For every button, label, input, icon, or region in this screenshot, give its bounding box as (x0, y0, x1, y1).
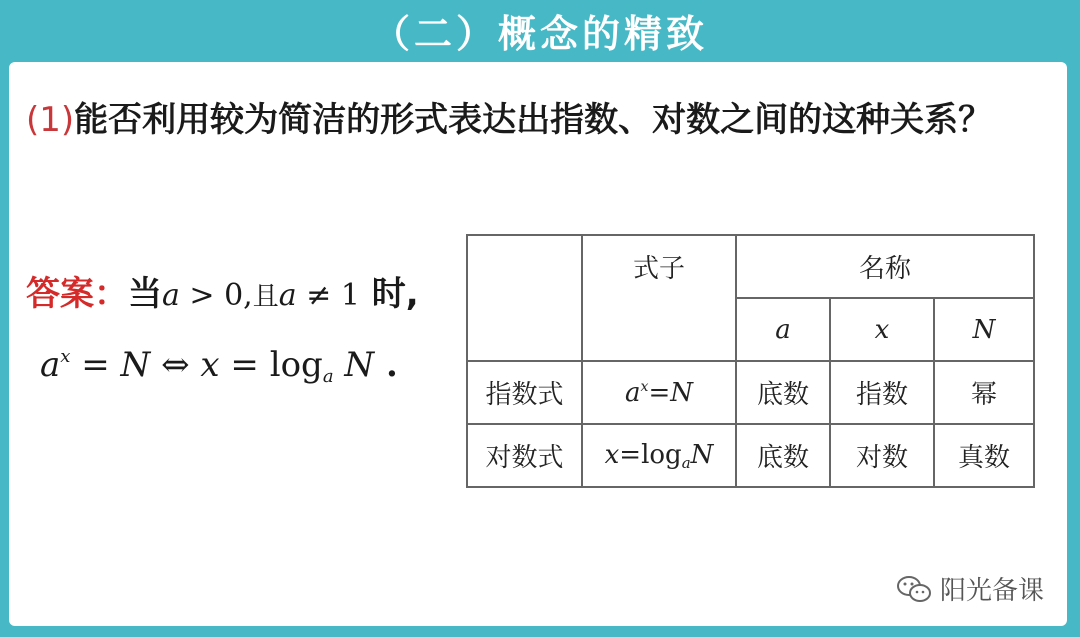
row-label-exp: 指数式 (467, 361, 582, 424)
answer-var-a2: a (278, 278, 297, 313)
answer-label: 答案： (26, 274, 128, 314)
slide-title: （二）概念的精致 (371, 12, 708, 56)
table-row (467, 424, 1034, 487)
cell-exp-base: 底数 (736, 361, 830, 424)
formula-a-sub: a (322, 366, 334, 387)
answer-suffix: 时, (359, 274, 419, 314)
answer-gt0: > 0, (179, 278, 253, 313)
answer-prefix: 当 (128, 274, 162, 314)
row-label-log: 对数式 (467, 424, 582, 487)
answer-line (26, 270, 419, 321)
answer-ne1: ≠ 1 (296, 278, 360, 313)
cell-exp-power: 幂 (934, 361, 1034, 424)
exp-log-table (466, 234, 1035, 488)
watermark (896, 570, 1044, 607)
formula-N: N (120, 345, 151, 385)
subheader-a: a (736, 298, 830, 361)
exp-formula-x: x (640, 378, 649, 395)
subheader-x: x (830, 298, 934, 361)
cell-exp-exponent: 指数 (830, 361, 934, 424)
header-mingcheng: 名称 (736, 235, 1034, 298)
cell-log-base: 底数 (736, 424, 830, 487)
cell-log-logarithm: 对数 (830, 424, 934, 487)
formula-log: = log (219, 345, 323, 385)
subheader-N: N (934, 298, 1034, 361)
watermark-text: 阳光备课 (940, 576, 1045, 606)
cell-log-formula (582, 424, 736, 487)
formula-iff: ⇔ (150, 345, 201, 385)
answer-var-a: a (162, 278, 180, 313)
formula-eq1: = (70, 345, 121, 385)
question-number: (1) (26, 100, 75, 140)
table-corner-cell (467, 235, 582, 361)
log-formula-log: =log (619, 439, 682, 470)
log-definition-formula (40, 332, 398, 402)
table-row (467, 361, 1034, 424)
answer-and: 且 (252, 282, 279, 312)
exp-formula-a: a (625, 377, 641, 408)
formula-x: x (200, 345, 220, 385)
formula-x-sup: x (60, 346, 71, 367)
question-text (26, 90, 1036, 150)
header-shizi: 式子 (582, 235, 736, 361)
formula-N2: N (333, 345, 375, 385)
exp-formula-rest: =N (648, 377, 693, 408)
log-formula-a: a (681, 453, 691, 472)
question-body: 能否利用较为简洁的形式表达出指数、对数之间的这种关系？ (74, 100, 993, 140)
log-formula-x: x (604, 439, 620, 470)
formula-dot: . (374, 345, 398, 385)
formula-a: a (40, 345, 61, 385)
table-header-row (467, 235, 1034, 298)
cell-log-antilog: 真数 (934, 424, 1034, 487)
cell-exp-formula (582, 361, 736, 424)
log-formula-N: N (690, 439, 714, 470)
wechat-icon (896, 574, 932, 604)
